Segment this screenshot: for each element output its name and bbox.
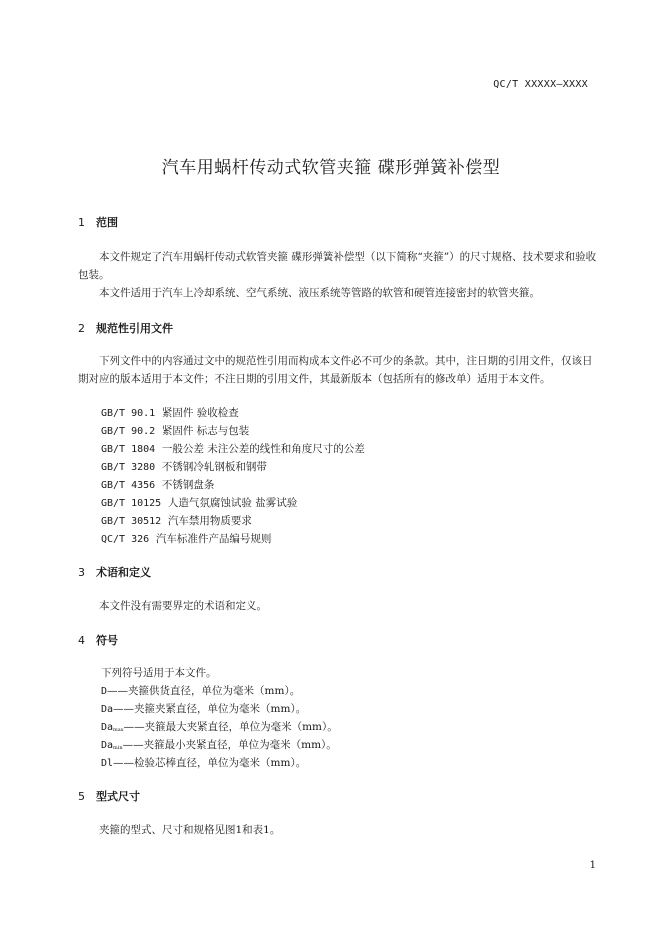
section-1-heading bbox=[78, 214, 118, 230]
section-2-heading bbox=[78, 320, 173, 336]
symbol-subscript: min bbox=[113, 745, 123, 751]
symbol-item bbox=[101, 700, 306, 719]
reference-title: 紧固件 标志与包装 bbox=[161, 425, 250, 437]
symbol-description: ——夹箍供货直径，单位为毫米（mm）。 bbox=[107, 685, 301, 697]
symbol: Da bbox=[101, 722, 114, 733]
section-3-heading bbox=[78, 564, 151, 580]
reference-code: GB/T 30512 bbox=[101, 516, 162, 527]
reference-item bbox=[101, 476, 214, 495]
section-title: 符号 bbox=[96, 634, 118, 647]
section-number: 1 bbox=[78, 216, 85, 229]
reference-title: 不锈钢盘条 bbox=[161, 479, 215, 491]
reference-title: 人造气氛腐蚀试验 盐雾试验 bbox=[167, 497, 298, 509]
reference-item bbox=[101, 440, 365, 459]
reference-title: 不锈钢冷轧钢板和钢带 bbox=[161, 461, 267, 473]
scope-paragraph-2: 本文件适用于汽车上冷却系统、空气系统、液压系统等管路的软管和硬管连接密封的软管夹箍。 bbox=[99, 287, 540, 299]
reference-item bbox=[101, 512, 252, 531]
scope-paragraph-1: 本文件规定了汽车用蜗杆传动式软管夹箍 碟形弹簧补偿型（以下简称“夹箍”）的尺寸规格、技术要求和验收包装。 bbox=[78, 251, 597, 281]
symbol: Dl bbox=[101, 758, 114, 769]
section-title: 型式尺寸 bbox=[96, 790, 140, 803]
symbol: Da bbox=[101, 740, 114, 751]
section-title: 术语和定义 bbox=[96, 566, 151, 579]
reference-title: 汽车禁用物质要求 bbox=[167, 515, 252, 527]
reference-code: GB/T 3280 bbox=[101, 462, 156, 473]
symbol-description: ——夹箍最大夹紧直径，单位为毫米（mm）。 bbox=[123, 721, 338, 733]
document-title: 汽车用蜗杆传动式软管夹箍 碟形弹簧补偿型 bbox=[161, 158, 501, 178]
symbol-description: ——夹箍最小夹紧直径，单位为毫米（mm）。 bbox=[122, 739, 337, 751]
reference-item bbox=[101, 458, 267, 477]
reference-item bbox=[101, 530, 271, 549]
reference-code: GB/T 1804 bbox=[101, 444, 156, 455]
reference-code: GB/T 90.1 bbox=[101, 408, 156, 419]
section-title: 规范性引用文件 bbox=[96, 322, 173, 335]
reference-title: 紧固件 验收检查 bbox=[161, 407, 239, 419]
symbol-description: ——夹箍夹紧直径，单位为毫米（mm）。 bbox=[113, 703, 307, 715]
section-number: 3 bbox=[78, 566, 85, 579]
section-4-heading bbox=[78, 632, 118, 648]
section-number: 5 bbox=[78, 790, 85, 803]
section-5-heading bbox=[78, 788, 140, 804]
normative-refs-paragraph: 下列文件中的内容通过文中的规范性引用而构成本文件必不可少的条款。其中，注日期的引用文件，仅该日期对应的版本适用于本文件；不注日期的引用文件，其最新版本（包括所有的修改单）适用于本文件。 bbox=[78, 355, 593, 385]
symbol: D bbox=[101, 686, 108, 697]
reference-code: GB/T 4356 bbox=[101, 480, 156, 491]
symbol-item bbox=[101, 682, 300, 701]
symbol-item bbox=[101, 754, 306, 773]
reference-title: 汽车标准件产品编号规则 bbox=[155, 533, 272, 545]
symbol-description: ——检验芯棒直径，单位为毫米（mm）。 bbox=[113, 757, 307, 769]
reference-code: GB/T 90.2 bbox=[101, 426, 156, 437]
reference-item bbox=[101, 422, 249, 441]
section-number: 2 bbox=[78, 322, 85, 335]
reference-code: GB/T 10125 bbox=[101, 498, 162, 509]
type-dimensions-paragraph: 夹箍的型式、尺寸和规格见图1和表1。 bbox=[99, 824, 281, 836]
symbol-subscript: max bbox=[113, 727, 124, 733]
reference-item bbox=[101, 494, 297, 513]
reference-code: QC/T 326 bbox=[101, 534, 150, 545]
symbols-intro: 下列符号适用于本文件。 bbox=[101, 667, 217, 679]
section-number: 4 bbox=[78, 634, 85, 647]
document-code: QC/T XXXXX—XXXX bbox=[493, 79, 588, 90]
reference-item bbox=[101, 404, 239, 423]
section-title: 范围 bbox=[96, 216, 118, 229]
page-number: 1 bbox=[589, 860, 596, 871]
terms-paragraph: 本文件没有需要界定的术语和定义。 bbox=[99, 600, 267, 612]
symbol: Da bbox=[101, 704, 114, 715]
reference-title: 一般公差 未注公差的线性和角度尺寸的公差 bbox=[161, 443, 365, 455]
